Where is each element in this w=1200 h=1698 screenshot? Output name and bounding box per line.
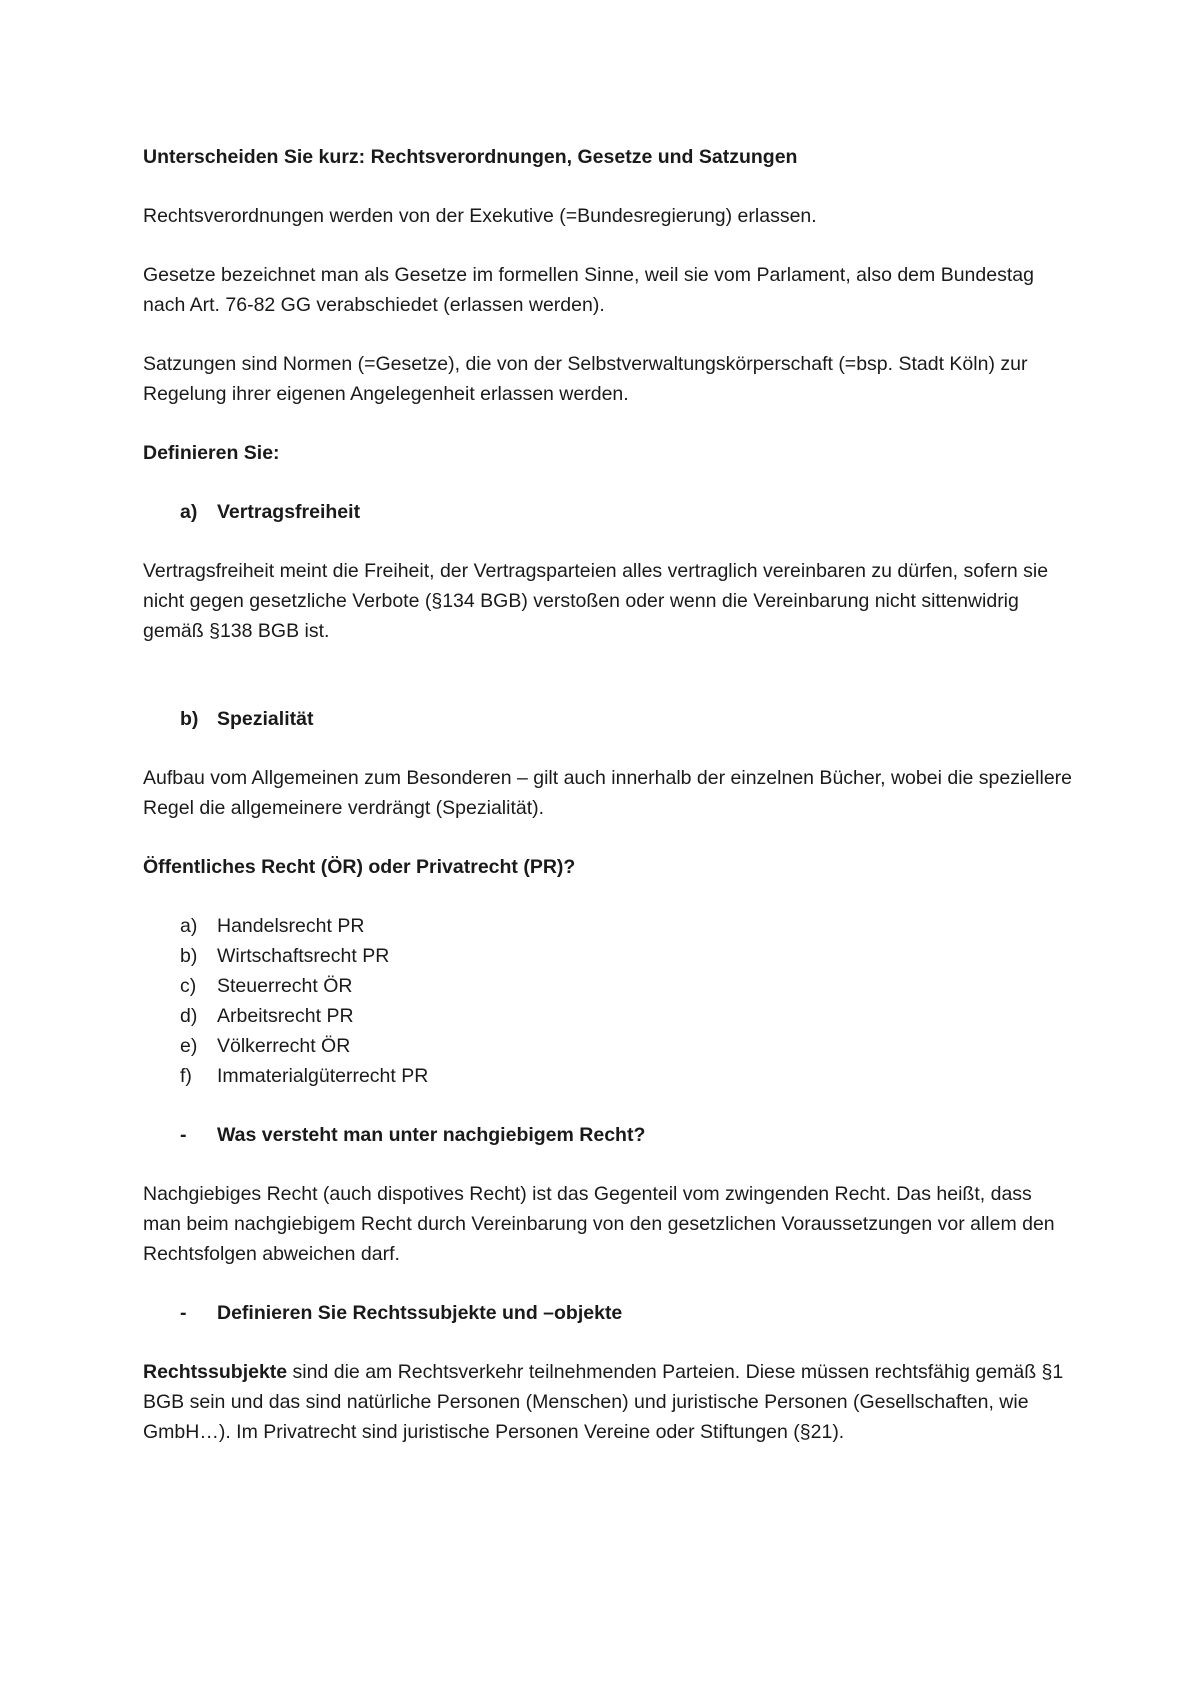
list-item bbox=[143, 1031, 1073, 1061]
list-marker: d) bbox=[180, 1005, 198, 1027]
list-item-text: Arbeitsrecht PR bbox=[217, 1005, 354, 1027]
question-text: Definieren Sie Rechtssubjekte und –objekte bbox=[217, 1302, 623, 1324]
paragraph-spezialitaet: Aufbau vom Allgemeinen zum Besonderen – gilt auch innerhalb der einzelnen Bücher, wobei die speziellere Regel die allgemeinere verdrängt (Spezialität). bbox=[143, 767, 1073, 819]
list-item bbox=[143, 1061, 1073, 1091]
list-item-text: Handelsrecht PR bbox=[217, 915, 365, 937]
heading-oeffentliches-recht: Öffentliches Recht (ÖR) oder Privatrecht (PR)? bbox=[143, 856, 576, 878]
paragraph-rechtsverordnungen: Rechtsverordnungen werden von der Exekutive (=Bundesregierung) erlassen. bbox=[143, 205, 817, 227]
list-marker: f) bbox=[180, 1065, 192, 1087]
list-item-text: Völkerrecht ÖR bbox=[217, 1035, 351, 1057]
heading-unterscheiden: Unterscheiden Sie kurz: Rechtsverordnungen, Gesetze und Satzungen bbox=[143, 146, 798, 168]
document-body bbox=[143, 142, 1073, 1447]
paragraph-rechtssubjekte bbox=[143, 1357, 1073, 1447]
paragraph-vertragsfreiheit: Vertragsfreiheit meint die Freiheit, der Vertragsparteien alles vertraglich vereinbaren zu dürfen, sofern sie nicht gegen gesetzliche Verbote (§134 BGB) verstoßen oder wenn die Vereinbarung nicht sittenwidrig gemäß §138 BGB ist. bbox=[143, 560, 1049, 642]
question-rechtssubjekte bbox=[143, 1298, 1073, 1328]
question-nachgiebiges-recht bbox=[143, 1120, 1073, 1150]
law-list bbox=[143, 911, 1073, 1091]
dash-marker: - bbox=[180, 1124, 187, 1146]
list-item-text: Steuerrecht ÖR bbox=[217, 975, 353, 997]
paragraph-rechtssubjekte-text: sind die am Rechtsverkehr teilnehmenden Parteien. Diese müssen rechtsfähig gemäß §1 BGB sein und das sind natürliche Personen (Menschen) und juristische Personen (Gesellschaften, wie GmbH…). Im Privatrecht sind juristische Personen Vereine oder Stiftungen (§21). bbox=[143, 1361, 1064, 1443]
list-item bbox=[143, 911, 1073, 941]
heading-definieren: Definieren Sie: bbox=[143, 442, 280, 464]
list-marker: e) bbox=[180, 1035, 198, 1057]
list-marker: b) bbox=[180, 708, 199, 730]
list-marker: c) bbox=[180, 975, 197, 997]
subheading-text: Spezialität bbox=[217, 708, 314, 730]
dash-marker: - bbox=[180, 1302, 187, 1324]
list-item-text: Immaterialgüterrecht PR bbox=[217, 1065, 429, 1087]
list-marker: a) bbox=[180, 915, 198, 937]
paragraph-satzungen: Satzungen sind Normen (=Gesetze), die von der Selbstverwaltungskörperschaft (=bsp. Stadt Köln) zur Regelung ihrer eigenen Angelegenheit erlassen werden. bbox=[143, 353, 1028, 405]
list-item-text: Wirtschaftsrecht PR bbox=[217, 945, 390, 967]
list-item bbox=[143, 971, 1073, 1001]
subheading-spezialitaet bbox=[143, 704, 1073, 734]
list-marker: b) bbox=[180, 945, 198, 967]
subheading-text: Vertragsfreiheit bbox=[217, 501, 361, 523]
question-text: Was versteht man unter nachgiebigem Recht? bbox=[217, 1124, 646, 1146]
list-marker: a) bbox=[180, 501, 198, 523]
list-item bbox=[143, 941, 1073, 971]
paragraph-nachgiebiges-recht: Nachgiebiges Recht (auch dispotives Recht) ist das Gegenteil vom zwingenden Recht. Das heißt, dass man beim nachgiebigem Recht durch Vereinbarung von den gesetzlichen Voraussetzungen vor allem den Rechtsfolgen abweichen darf. bbox=[143, 1183, 1055, 1265]
subheading-vertragsfreiheit bbox=[143, 497, 1073, 527]
paragraph-gesetze: Gesetze bezeichnet man als Gesetze im formellen Sinne, weil sie vom Parlament, also dem Bundestag nach Art. 76-82 GG verabschiedet (erlassen werden). bbox=[143, 264, 1034, 316]
term-rechtssubjekte: Rechtssubjekte bbox=[143, 1361, 288, 1383]
list-item bbox=[143, 1001, 1073, 1031]
